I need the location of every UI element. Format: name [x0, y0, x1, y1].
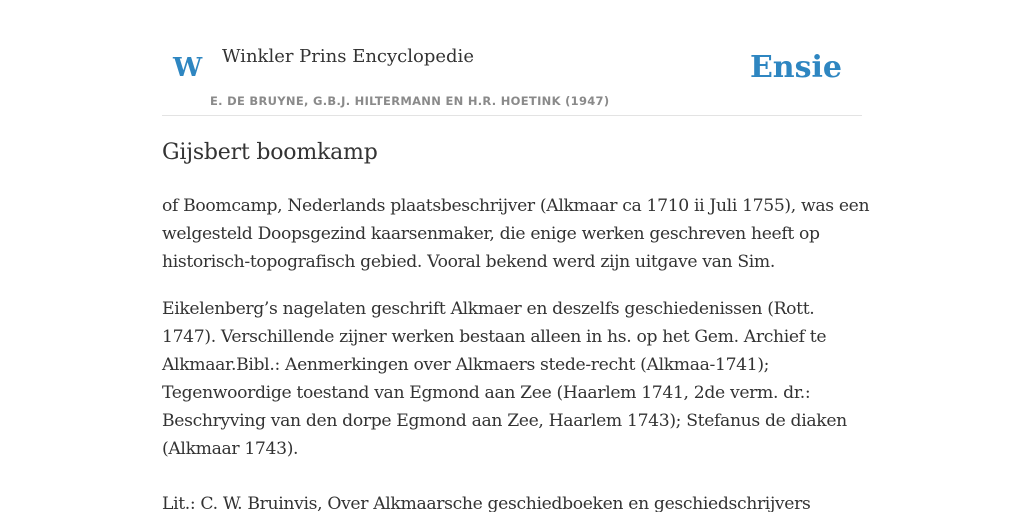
article-paragraph: Lit.: C. W. Bruinvis, Over Alkmaarsche geschiedboeken en geschiedschrijvers: [162, 494, 811, 512]
publication-title[interactable]: Winkler Prins Encyclopedie: [222, 46, 474, 67]
article-paragraph: Eikelenberg’s nagelaten geschrift Alkmaer en deszelfs geschiedenissen (Rott. 1747). Verschillende zijner werken bestaan alleen in hs. op het Gem. Archief te Alkmaar.Bibl.: Aenmerkingen over Alkmaers stede-recht (Alkmaa-1741); Tegenwoordige toestand van Egmond aan Zee (Haarlem 1741, 2de verm. dr.: Beschryving van den dorpe Egmond aan Zee, Haarlem 1743); Stefanus de diaken (Alkmaar 1743).: [162, 299, 847, 459]
ensie-logo[interactable]: Ensie: [749, 50, 842, 85]
publication-authors: E. DE BRUYNE, G.B.J. HILTERMANN EN H.R. HOETINK (1947): [210, 94, 610, 108]
site-header: [162, 40, 862, 116]
winkler-prins-logo[interactable]: W: [173, 53, 203, 83]
article-paragraph: of Boomcamp, Nederlands plaatsbeschrijver (Alkmaar ca 1710 ii Juli 1755), was een welgesteld Doopsgezind kaarsenmaker, die enige werken geschreven heeft op historisch-topografisch gebied. Vooral bekend werd zijn uitgave van Sim.: [162, 196, 870, 272]
article-title: Gijsbert boomkamp: [162, 140, 378, 165]
